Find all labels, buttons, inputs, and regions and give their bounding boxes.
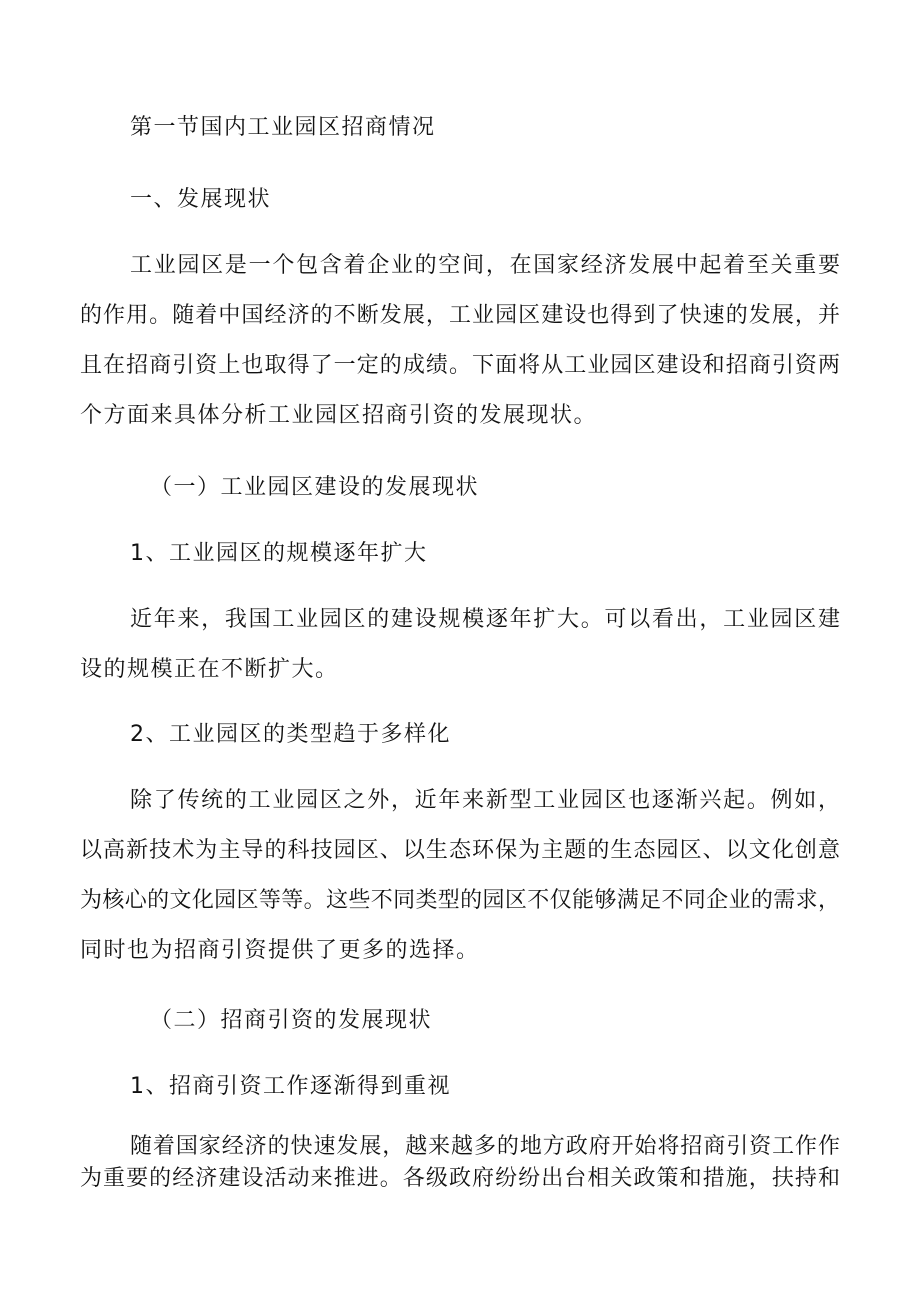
paragraph-line: 为重要的经济建设活动来推进。各级政府纷纷出台相关政策和措施，扶持和	[80, 1166, 840, 1191]
paragraph-line: 为核心的文化园区等等。这些不同类型的园区不仅能够满足不同企业的需求，	[80, 888, 840, 913]
paragraph-line: 个方面来具体分析工业园区招商引资的发展现状。	[80, 403, 598, 428]
section-title: 第一节国内工业园区招商情况	[130, 115, 436, 140]
paragraph-line: 除了传统的工业园区之外，近年来新型工业园区也逐渐兴起。例如，	[130, 788, 840, 813]
paragraph-line: 且在招商引资上也取得了一定的成绩。下面将从工业园区建设和招商引资两	[80, 353, 840, 378]
subheading-park-construction: （一）工业园区建设的发展现状	[150, 475, 480, 500]
paragraph-line: 同时也为招商引资提供了更多的选择。	[80, 938, 480, 963]
paragraph-line: 设的规模正在不断扩大。	[80, 657, 339, 682]
heading-development-status: 一、发展现状	[130, 187, 272, 212]
item-heading-attention: 1、招商引资工作逐渐得到重视	[130, 1074, 451, 1099]
item-heading-types: 2、工业园区的类型趋于多样化	[130, 722, 451, 747]
item-heading-scale: 1、工业园区的规模逐年扩大	[130, 541, 428, 566]
paragraph-line: 的作用。随着中国经济的不断发展，工业园区建设也得到了快速的发展，并	[80, 303, 840, 328]
subheading-investment-attraction: （二）招商引资的发展现状	[150, 1008, 433, 1033]
paragraph-line: 随着国家经济的快速发展，越来越多的地方政府开始将招商引资工作作	[130, 1134, 840, 1159]
paragraph-line: 工业园区是一个包含着企业的空间，在国家经济发展中起着至关重要	[130, 253, 840, 278]
paragraph-line: 以高新技术为主导的科技园区、以生态环保为主题的生态园区、以文化创意	[80, 838, 840, 863]
paragraph-line: 近年来，我国工业园区的建设规模逐年扩大。可以看出，工业园区建	[130, 607, 840, 632]
